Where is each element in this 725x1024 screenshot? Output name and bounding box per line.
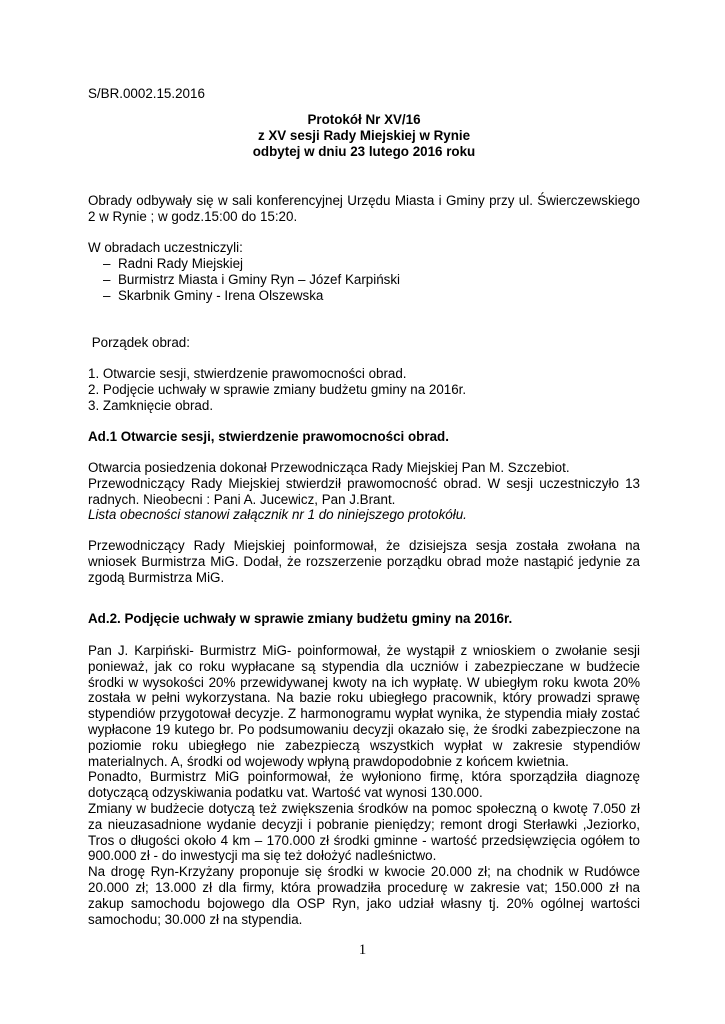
agenda-list xyxy=(88,366,640,413)
participants-list xyxy=(88,256,640,303)
text-line: Przewodniczący Rady Miejskiej poinformował, że dzisiejsza sesja została zwołana na xyxy=(88,538,640,553)
section-heading-ad1: Ad.1 Otwarcie sesji, stwierdzenie prawomocności obrad. xyxy=(88,429,449,444)
text-line: Ponadto, Burmistrz MiG poinformował, że wyłoniono firmę, która sporządziła diagnozę xyxy=(88,769,640,785)
agenda-item: 3. Zamknięcie obrad. xyxy=(88,397,214,413)
text-line: zgodą Burmistrza MiG. xyxy=(88,569,225,585)
text-line: Na drogę Ryn-Krzyżany proponuje się środki w kwocie 20.000 zł; na chodnik w Rudówce xyxy=(88,864,640,880)
page-number: 1 xyxy=(358,942,367,958)
list-item-text: Radni Rady Miejskiej xyxy=(118,256,244,271)
text-line: wypłacone 19 kutego br. Po podsumowaniu decyzji okazało się, że środki zabezpieczone na xyxy=(88,721,640,737)
list-item xyxy=(88,288,640,304)
ad1-paragraph-2 xyxy=(88,538,640,585)
text-line: 2 w Rynie ; w godz.15:00 do 15:20. xyxy=(88,208,298,224)
dash-bullet: – xyxy=(103,271,111,287)
ad1-paragraph xyxy=(88,460,640,523)
agenda-item: 1. Otwarcie sesji, stwierdzenie prawomocności obrad. xyxy=(88,366,407,381)
text-line: materialnych. A, środki od wojewody wpłyną prawdopodobnie z końcem kwietnia. xyxy=(88,753,569,769)
text-line: radnych. Nieobecni : Pani A. Jucewicz, Pan J.Brant. xyxy=(88,491,396,507)
document-reference: S/BR.0002.15.2016 xyxy=(88,86,205,101)
location-paragraph xyxy=(88,193,640,225)
dash-bullet: – xyxy=(103,287,111,303)
text-line: Obrady odbywały się w sali konferencyjnej Urzędu Miasta i Gminy przy ul. Świerczewskiego xyxy=(88,193,640,208)
title-line: Protokół Nr XV/16 xyxy=(307,112,421,127)
text-line: Tros o długości około 4 km – 170.000 zł środki gminne - wartość przedsięwzięcia ogółem to xyxy=(88,832,640,848)
text-line: dotyczącą odzyskiwania podatku vat. Wartość vat wynosi 130.000. xyxy=(88,785,483,801)
text-line: za nieuzasadnione wydanie decyzji i pobranie pieniędzy; remont drogi Sterławki ,Jeziorko, xyxy=(88,816,640,832)
list-item-text: Burmistrz Miasta i Gminy Ryn – Józef Karpiński xyxy=(118,271,401,287)
text-line: zakup samochodu bojowego dla OSP Ryn, jako udział własny tj. 20% ogólnej wartości xyxy=(88,895,640,911)
text-line: samochodu; 30.000 zł na stypendia. xyxy=(88,911,303,927)
list-item xyxy=(88,272,640,288)
title-line: z XV sesji Rady Miejskiej w Rynie xyxy=(257,127,471,143)
participants-heading: W obradach uczestniczyli: xyxy=(88,240,243,255)
list-item xyxy=(88,256,640,272)
agenda-heading: Porządek obrad: xyxy=(88,335,190,350)
text-line: Pan J. Karpiński- Burmistrz MiG- poinformował, że wystąpił z wnioskiem o zwołanie sesji xyxy=(88,643,640,658)
text-line: wniosek Burmistrza MiG. Dodał, że rozszerzenie porządku obrad może nastąpić jedynie za xyxy=(88,553,640,569)
text-line: ponieważ, jak co roku wypłacane są stypendia dla uczniów i zabezpieczane w budżecie xyxy=(88,658,640,674)
text-line: stypendiów przygotował decyzje. Z harmonogramu wypłat wynika, że stypendia miały zostać xyxy=(88,706,640,722)
section-heading-ad2: Ad.2. Podjęcie uchwały w sprawie zmiany budżetu gminy na 2016r. xyxy=(88,611,513,626)
ad2-body xyxy=(88,643,640,927)
text-line: 900.000 zł - do inwestycji ma się też dołożyć nadleśnictwo. xyxy=(88,848,437,864)
text-line: poziomie roku ubiegłego nie zabezpieczą wszystkich wypłat w zakresie stypendiów xyxy=(88,737,640,753)
text-line: Otwarcia posiedzenia dokonał Przewodnicząca Rady Miejskiej Pan M. Szczebiot. xyxy=(88,460,570,475)
attachment-note: Lista obecności stanowi załącznik nr 1 do niniejszego protokółu. xyxy=(88,507,467,523)
text-line: Przewodniczący Rady Miejskiej stwierdził prawomocność obrad. W sesji uczestniczyło 13 xyxy=(88,475,640,491)
agenda-item: 2. Podjęcie uchwały w sprawie zmiany budżetu gminy na 2016r. xyxy=(88,381,467,397)
dash-bullet: – xyxy=(103,256,111,271)
title-line: odbytej w dniu 23 lutego 2016 roku xyxy=(252,143,476,159)
list-item-text: Skarbnik Gminy - Irena Olszewska xyxy=(118,287,324,303)
text-line: Zmiany w budżecie dotyczą też zwiększenia środków na pomoc społeczną o kwotę 7.050 zł xyxy=(88,800,640,816)
text-line: 20.000 zł; 13.000 zł dla firmy, która prowadziła procedurę w zakresie vat; 150.000 zł na xyxy=(88,879,640,895)
document-title xyxy=(88,112,640,159)
text-line: środki w wysokości 20% przewidywanej kwoty na ich wypłatę. W ubiegłym roku kwota 20% xyxy=(88,674,640,690)
text-line: została w pełni wykorzystana. Na bazie roku ubiegłego pracownik, który prowadzi sprawę xyxy=(88,690,640,706)
